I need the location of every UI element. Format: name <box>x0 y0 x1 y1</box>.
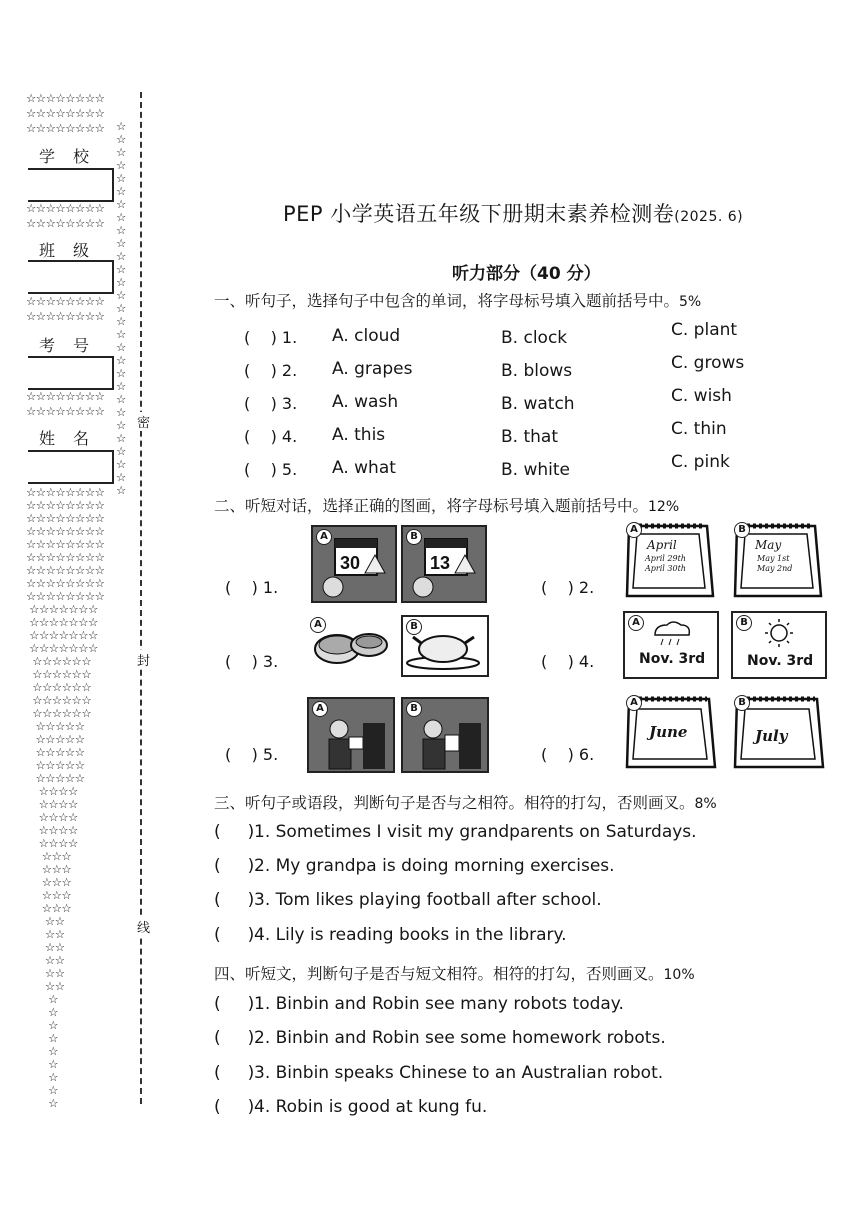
section2-heading-text: 二、听短对话，选择正确的图画，将字母标号填入题前括号中。 <box>214 497 649 515</box>
s1-q2-option-a: A. grapes <box>332 359 413 379</box>
s2-q6-number: ( ) 6. <box>541 745 595 764</box>
badge-b: B <box>734 522 750 538</box>
s2-q1-option-a[interactable] <box>311 525 397 603</box>
s4-item-3[interactable]: ( )3. Binbin speaks Chinese to an Australian robot. <box>214 1063 664 1083</box>
s2-q2-option-b[interactable] <box>731 520 823 600</box>
answer-paren[interactable]: ( ) <box>214 1097 255 1117</box>
section1-heading-text: 一、听句子，选择句子中包含的单词，将字母标号填入题前括号中。 <box>214 292 680 310</box>
calendar-date: April 29th <box>645 554 686 563</box>
s1-q3-option-c: C. wish <box>671 386 732 406</box>
school-field[interactable] <box>28 168 114 202</box>
badge-a: A <box>310 617 326 633</box>
calendar-date: May 2nd <box>757 564 793 573</box>
field-label-exam-no: 考号 <box>38 336 107 355</box>
star-border: ☆☆☆☆☆☆☆☆ <box>26 404 105 418</box>
s3-item-1[interactable]: ( )1. Sometimes I visit my grandparents on Saturdays. <box>214 822 697 842</box>
star-border: ☆☆☆☆☆☆☆☆ <box>26 121 105 135</box>
seal-feng: 封 <box>137 650 150 669</box>
calendar-month: June <box>649 723 688 741</box>
badge-a: A <box>316 529 332 545</box>
svg-text:13: 13 <box>430 553 451 573</box>
answer-paren[interactable]: ( ) 4. <box>244 427 298 446</box>
s1-q4-option-a: A. this <box>332 425 386 445</box>
star-border: ☆ ☆ ☆ ☆ ☆ ☆ ☆ ☆ ☆ ☆ ☆ ☆ ☆ ☆ ☆ ☆ ☆ ☆ ☆ ☆ ☆ ☆ ☆ ☆ ☆ ☆ ☆ ☆ ☆ <box>116 119 127 497</box>
date-label: Nov. 3rd <box>639 651 706 667</box>
s2-q3-option-a[interactable] <box>307 615 393 673</box>
date-label: Nov. 3rd <box>747 653 814 669</box>
s1-q5-option-c: C. pink <box>671 452 730 472</box>
s4-item-2[interactable]: ( )2. Binbin and Robin see some homework robots. <box>214 1028 666 1048</box>
section1-heading <box>214 289 701 311</box>
answer-paren[interactable]: ( ) 2. <box>244 361 298 380</box>
title-date: (2025. 6) <box>674 209 744 225</box>
s2-q4-option-a[interactable] <box>623 611 719 679</box>
section2-pct: 12% <box>648 499 680 515</box>
s1-q2-option-b: B. blows <box>501 361 573 381</box>
answer-paren[interactable]: ( ) <box>214 1063 255 1083</box>
s2-q5-option-b[interactable] <box>401 697 489 773</box>
section4-pct: 10% <box>663 967 695 983</box>
s1-q4-option-b: B. that <box>501 427 558 447</box>
field-label-name: 姓名 <box>38 429 107 448</box>
section4-heading-text: 四、听短文，判断句子是否与短文相符。相符的打勾，否则画叉。 <box>214 965 664 983</box>
s1-q1-option-c: C. plant <box>671 320 738 340</box>
answer-paren[interactable]: ( ) <box>214 1028 255 1048</box>
section3-pct: 8% <box>694 796 717 812</box>
star-border: ☆☆☆☆☆☆☆☆ <box>26 91 105 105</box>
star-border: ☆☆☆☆☆☆☆☆ <box>26 389 105 403</box>
star-border: ☆☆☆☆☆☆☆☆ <box>26 106 105 120</box>
binding-strip <box>26 90 146 1110</box>
s1-q2-option-c: C. grows <box>671 353 745 373</box>
s1-q3-option-b: B. watch <box>501 394 575 414</box>
answer-paren[interactable]: ( ) <box>214 994 255 1014</box>
s2-q5-number: ( ) 5. <box>225 745 279 764</box>
s1-q1-option-b: B. clock <box>501 328 568 348</box>
section3-heading <box>214 791 717 813</box>
calendar-date: April 30th <box>645 564 686 573</box>
section-subtitle: 听力部分（40 分） <box>452 264 601 284</box>
s3-item-3[interactable]: ( )3. Tom likes playing football after school. <box>214 890 602 910</box>
answer-paren[interactable]: ( ) <box>214 925 255 945</box>
s2-q5-option-a[interactable] <box>307 697 395 773</box>
cut-line <box>140 92 142 1104</box>
section1-pct: 5% <box>679 294 702 310</box>
star-border: ☆☆☆☆☆☆☆☆ <box>26 216 105 230</box>
badge-b: B <box>406 529 422 545</box>
answer-paren[interactable]: ( ) <box>214 822 255 842</box>
s4-item-1[interactable]: ( )1. Binbin and Robin see many robots today. <box>214 994 624 1014</box>
s1-q4-option-c: C. thin <box>671 419 727 439</box>
seal-mi: 密 <box>137 412 150 431</box>
s4-item-4[interactable]: ( )4. Robin is good at kung fu. <box>214 1097 488 1117</box>
section4-heading <box>214 962 695 984</box>
calendar-month: May <box>755 538 782 552</box>
badge-b: B <box>734 695 750 711</box>
svg-text:30: 30 <box>340 553 361 573</box>
badge-b: B <box>406 701 422 717</box>
s2-q3-option-b[interactable] <box>401 615 489 677</box>
s3-item-2[interactable]: ( )2. My grandpa is doing morning exercises. <box>214 856 615 876</box>
badge-a: A <box>626 695 642 711</box>
s2-q4-option-b[interactable] <box>731 611 827 679</box>
star-border: ☆☆☆☆☆☆☆☆ <box>26 309 105 323</box>
s2-q2-option-a[interactable] <box>623 520 715 600</box>
s2-q2-number: ( ) 2. <box>541 578 595 597</box>
s1-q5-option-a: A. what <box>332 458 396 478</box>
star-border: ☆☆☆☆☆☆☆☆ <box>26 201 105 215</box>
calendar-month: July <box>755 727 788 745</box>
calendar-date: May 1st <box>757 554 790 563</box>
answer-paren[interactable]: ( ) <box>214 890 255 910</box>
exam-number-field[interactable] <box>28 356 114 390</box>
badge-a: A <box>312 701 328 717</box>
section2-heading <box>214 494 679 516</box>
s2-q3-number: ( ) 3. <box>225 652 279 671</box>
badge-b: B <box>736 615 752 631</box>
badge-b: B <box>406 619 422 635</box>
calendar-month: April <box>647 538 677 552</box>
s2-q1-option-b[interactable] <box>401 525 487 603</box>
s3-item-4[interactable]: ( )4. Lily is reading books in the library. <box>214 925 567 945</box>
answer-paren[interactable]: ( ) <box>214 856 255 876</box>
answer-paren[interactable]: ( ) 3. <box>244 394 298 413</box>
s1-q5-option-b: B. white <box>501 460 570 480</box>
badge-a: A <box>628 615 644 631</box>
s2-q1-number: ( ) 1. <box>225 578 279 597</box>
badge-a: A <box>626 522 642 538</box>
s2-q4-number: ( ) 4. <box>541 652 595 671</box>
field-label-school: 学校 <box>38 147 107 166</box>
page-title <box>283 198 743 228</box>
answer-paren[interactable]: ( ) 5. <box>244 460 298 479</box>
section3-heading-text: 三、听句子或语段，判断句子是否与之相符。相符的打勾，否则画叉。 <box>214 794 695 812</box>
star-border: ☆☆☆☆☆☆☆☆ <box>26 294 105 308</box>
s1-q1-option-a: A. cloud <box>332 326 401 346</box>
s2-q6-option-b[interactable] <box>731 693 827 771</box>
s1-q3-option-a: A. wash <box>332 392 399 412</box>
field-label-class: 班级 <box>38 241 107 260</box>
answer-paren[interactable]: ( ) 1. <box>244 328 298 347</box>
class-field[interactable] <box>28 260 114 294</box>
title-text: PEP 小学英语五年级下册期末素养检测卷 <box>283 202 675 226</box>
name-field[interactable] <box>28 450 114 484</box>
seal-xian: 线 <box>137 917 150 936</box>
star-fill: ☆☆☆☆☆☆☆☆ ☆☆☆☆☆☆☆☆ ☆☆☆☆☆☆☆☆ ☆☆☆☆☆☆☆☆ ☆☆☆☆☆☆☆☆ ☆☆☆☆☆☆☆☆ ☆☆☆☆☆☆☆☆ ☆☆☆☆☆☆☆☆ ☆☆☆☆☆☆☆☆ ☆☆☆☆☆☆☆ ☆☆☆☆☆☆☆ ☆☆☆☆☆☆☆ ☆☆☆☆☆☆☆ ☆☆☆☆☆☆ ☆☆☆☆☆☆ ☆☆☆☆☆☆ ☆☆☆☆☆☆ ☆☆☆☆☆☆ ☆☆☆☆☆ ☆☆☆☆☆ ☆☆☆☆☆ ☆☆☆☆☆ ☆☆☆☆☆ ☆☆☆☆ ☆☆☆☆ ☆☆☆☆ ☆☆☆☆ ☆☆☆☆ ☆☆☆ ☆☆☆ ☆☆☆ ☆☆☆ ☆☆☆ ☆☆ ☆☆ ☆☆ ☆☆ ☆☆ ☆☆ ☆ ☆ ☆ ☆ ☆ ☆ ☆ ☆ ☆ <box>26 485 105 1110</box>
s2-q6-option-a[interactable] <box>623 693 719 771</box>
